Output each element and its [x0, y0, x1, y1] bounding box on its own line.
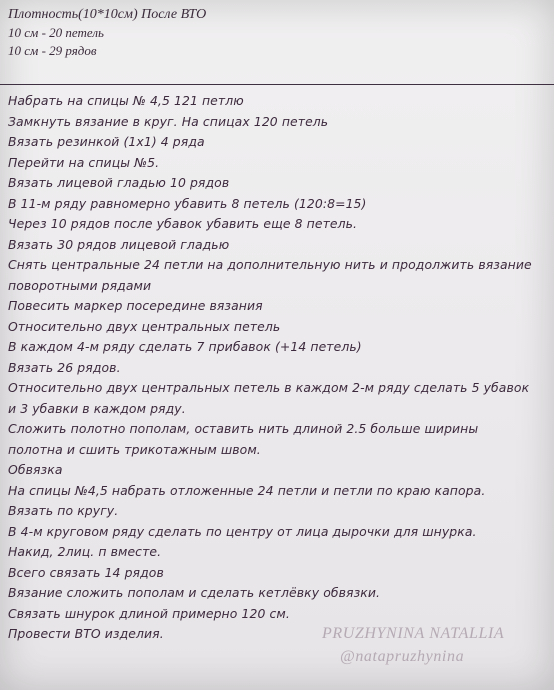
instruction-line: Вязание сложить пополам и сделать кетлёвку обвязки. [8, 585, 381, 600]
instruction-line: поворотными рядами [8, 277, 152, 293]
watermark-name: PRUZHYNINA NATALLIA [322, 625, 505, 642]
gauge-title: Плотность(10*10см) После ВТО [8, 7, 207, 22]
instructions [8, 91, 554, 645]
instruction-line: Всего связать 14 рядов [8, 564, 164, 580]
instruction-line: Вязать лицевой гладью 10 рядов [8, 175, 230, 190]
instruction-line: Связать шнурок длиной примерно 120 см. [8, 605, 290, 621]
section-heading: Обвязка [8, 462, 63, 477]
instruction-line: Перейти на спицы №5. [8, 154, 160, 170]
instruction-line: Вязать 26 рядов. [8, 359, 121, 375]
instruction-line: и 3 убавки в каждом ряду. [8, 400, 186, 416]
instruction-line: Повесить маркер посередине вязания [8, 298, 263, 313]
gauge-stitches: 10 см - 20 петель [8, 25, 104, 40]
gauge-rows: 10 см - 29 рядов [8, 43, 97, 58]
instruction-line: Вязать резинкой (1х1) 4 ряда [8, 134, 205, 149]
instruction-line: Относительно двух центральных петель в каждом 2-м ряду сделать 5 убавок [8, 380, 530, 395]
instruction-line: В 11-м ряду равномерно убавить 8 петель (120:8=15) [8, 195, 367, 211]
instruction-line: Вязать 30 рядов лицевой гладью [8, 236, 230, 252]
instruction-line: полотна и сшить трикотажным швом. [8, 441, 261, 457]
watermark-handle: @natapruzhynina [340, 648, 465, 665]
instruction-line: На спицы №4,5 набрать отложенные 24 петли и петли по краю капора. [8, 482, 486, 498]
instruction-line: Замкнуть вязание в круг. На спицах 120 петель [8, 113, 329, 129]
instruction-line: В каждом 4-м ряду сделать 7 прибавок (+14 петель) [8, 339, 362, 354]
instruction-line: Через 10 рядов после убавок убавить еще 8 петель. [8, 216, 358, 231]
gauge-header [8, 6, 206, 60]
instruction-line: Накид, 2лиц. п вместе. [8, 544, 162, 559]
instruction-line: Провести ВТО изделия. [8, 626, 164, 641]
instruction-line: Относительно двух центральных петель [8, 318, 281, 334]
instruction-line: Набрать на спицы № 4,5 121 петлю [8, 93, 244, 108]
instruction-line: Сложить полотно пополам, оставить нить длиной 2.5 больше ширины [8, 421, 479, 436]
instruction-line: Вязать по кругу. [8, 503, 119, 518]
instruction-line: Снять центральные 24 петли на дополнительную нить и продолжить вязание [8, 257, 532, 272]
divider-line [0, 84, 554, 85]
instruction-line: В 4-м круговом ряду сделать по центру от лица дырочки для шнурка. [8, 523, 477, 539]
